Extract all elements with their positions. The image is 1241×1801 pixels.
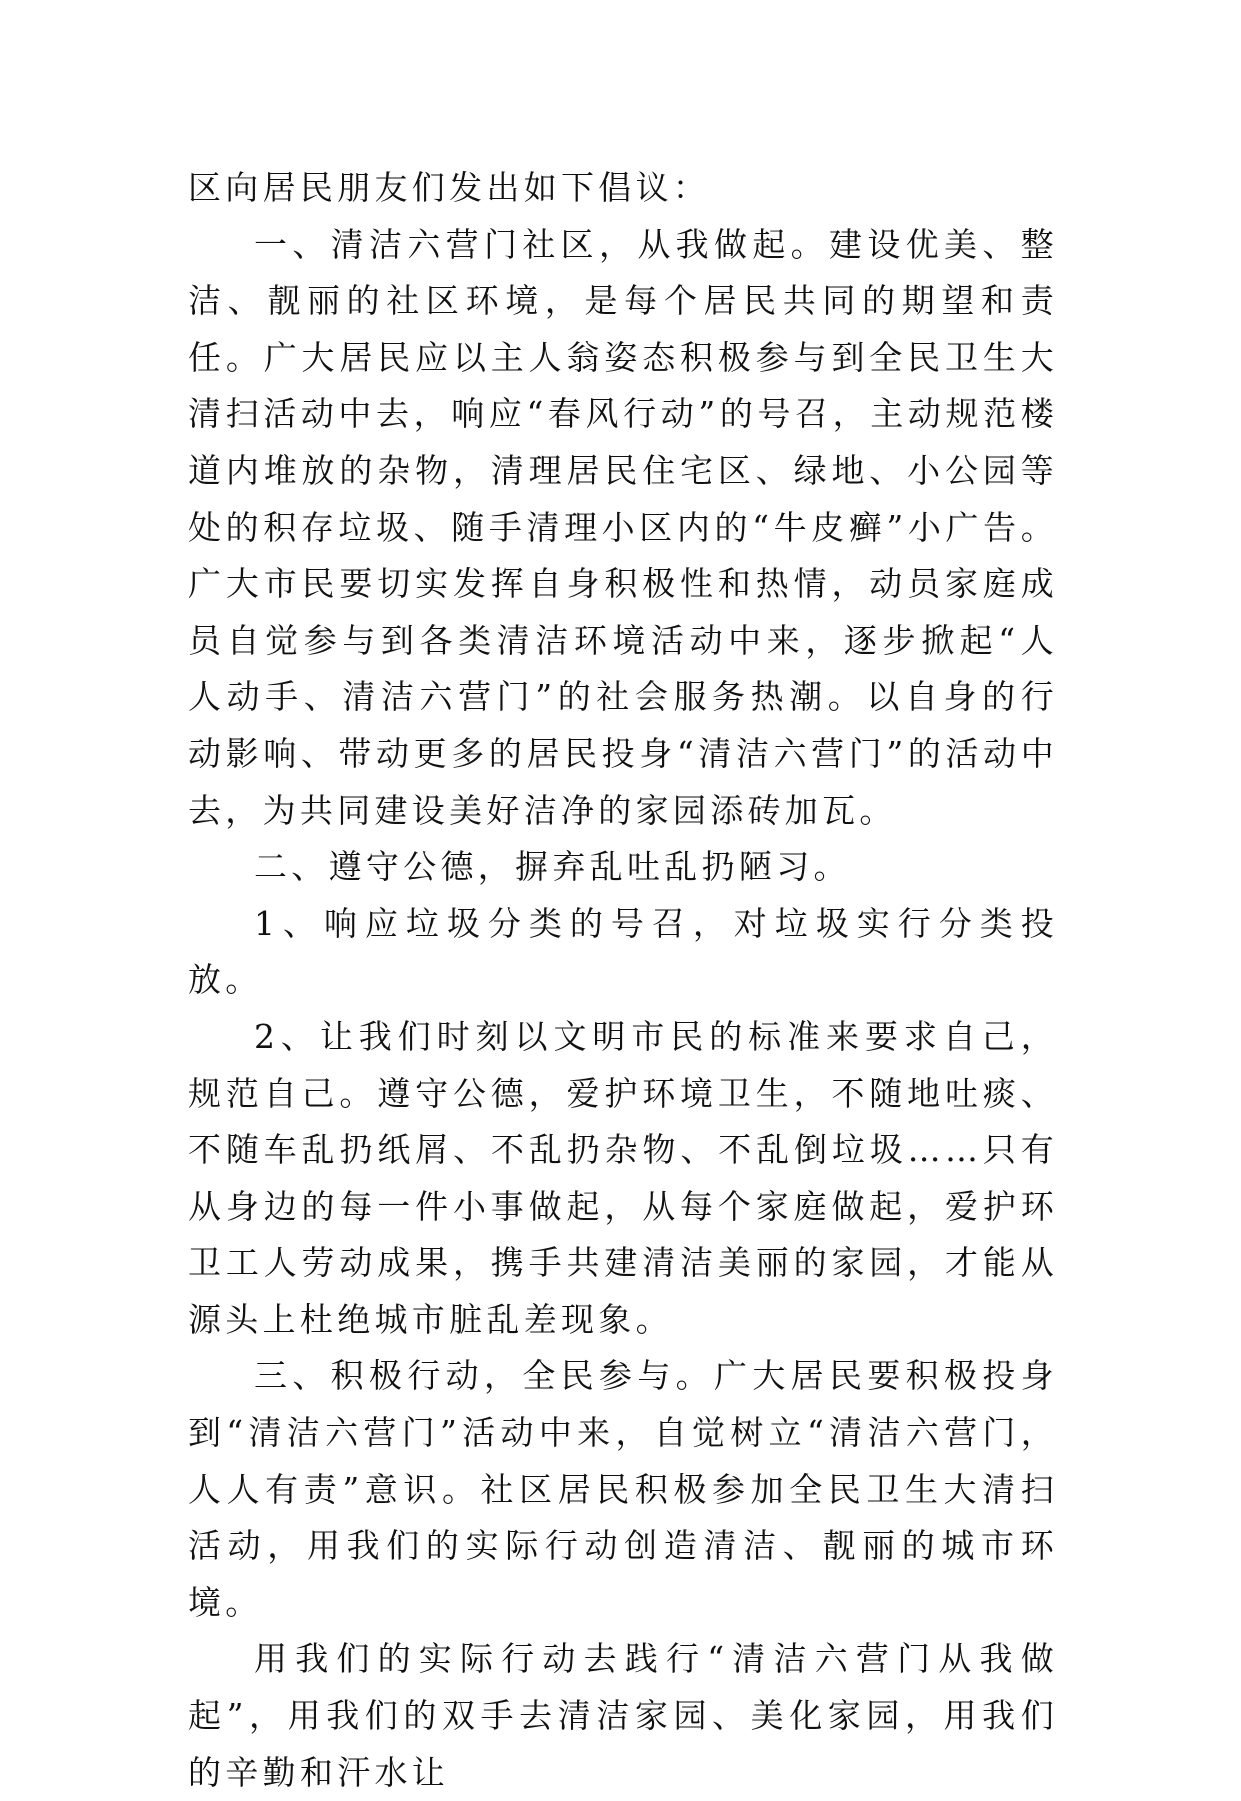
document-body <box>188 160 1058 1801</box>
paragraph-point-three: 三、积极行动，全民参与。广大居民要积极投身到“清洁六营门”活动中来，自觉树立“清洁六营门，人人有责”意识。社区居民积极参加全民卫生大清扫活动，用我们的实际行动创造清洁、靓丽的城市环境。 <box>188 1356 1058 1622</box>
paragraph-closing: 用我们的实际行动去践行“清洁六营门从我做起”，用我们的双手去清洁家园、美化家园，用我们的辛勤和汗水让 <box>188 1639 1058 1792</box>
paragraph-point-one: 一、清洁六营门社区，从我做起。建设优美、整洁、靓丽的社区环境，是每个居民共同的期望和责任。广大居民应以主人翁姿态积极参与到全民卫生大清扫活动中去，响应“春风行动”的号召，主动规范楼道内堆放的杂物，清理居民住宅区、绿地、小公园等处的积存垃圾、随手清理小区内的“牛皮癣”小广告。广大市民要切实发挥自身积极性和热情，动员家庭成员自觉参与到各类清洁环境活动中来，逐步掀起“人人动手、清洁六营门”的社会服务热潮。以自身的行动影响、带动更多的居民投身“清洁六营门”的活动中去，为共同建设美好洁净的家园添砖加瓦。 <box>188 224 1058 830</box>
paragraph-point-two-item-1: 1、响应垃圾分类的号召，对垃圾实行分类投放。 <box>188 903 1058 1000</box>
paragraph-intro: 区向居民朋友们发出如下倡议： <box>188 168 711 207</box>
paragraph-point-two-heading: 二、遵守公德，摒弃乱吐乱扔陋习。 <box>254 847 851 887</box>
paragraph-point-two-item-2: 2、让我们时刻以文明市民的标准来要求自己，规范自己。遵守公德，爱护环境卫生，不随地吐痰、不随车乱扔纸屑、不乱扔杂物、不乱倒垃圾……只有从身边的每一件小事做起，从每个家庭做起，爱护环卫工人劳动成果，携手共建清洁美丽的家园，才能从源头上杜绝城市脏乱差现象。 <box>188 1016 1058 1339</box>
